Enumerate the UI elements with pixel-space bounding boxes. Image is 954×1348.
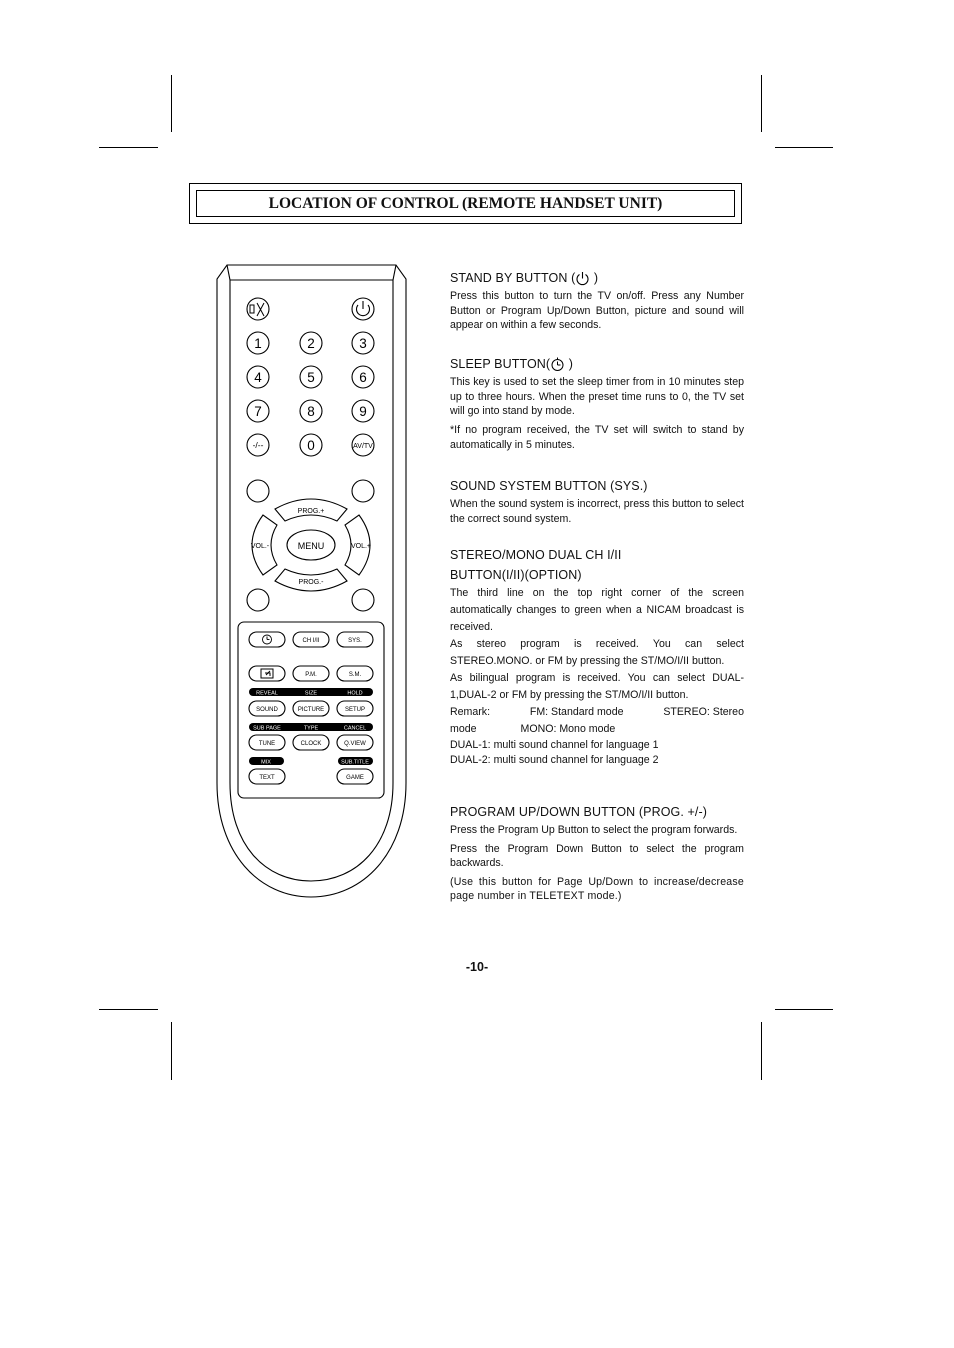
crop-mark xyxy=(761,75,762,132)
crop-mark xyxy=(99,147,158,148)
stereo-heading-line1: STEREO/MONO DUAL CH I/II xyxy=(450,548,622,562)
stereo-p3: As bilingual program is received. You can select DUAL-1,DUAL-2 or FM by pressing the ST/MO/I/II button. xyxy=(450,672,744,701)
subpage-label: SUB PAGE xyxy=(253,725,281,732)
standby-heading: STAND BY BUTTON ( ) xyxy=(450,271,599,285)
tune-button[interactable]: TUNE xyxy=(258,741,276,747)
setup-button[interactable]: SETUP xyxy=(344,707,366,713)
crop-mark xyxy=(99,1009,158,1010)
page-title: LOCATION OF CONTROL (REMOTE HANDSET UNIT) xyxy=(196,190,735,217)
digit-button[interactable]: 5 xyxy=(307,370,315,385)
avtv-button[interactable]: AV/TV xyxy=(353,443,373,450)
game-button[interactable]: GAME xyxy=(346,775,364,781)
stereo-remark-2: mode MONO: Mono mode xyxy=(450,723,616,735)
crop-mark xyxy=(775,147,833,148)
stereo-p1: The third line on the top right corner of the screen automatically changes to green when a NICAM broadcast is received. xyxy=(450,587,744,633)
power-icon xyxy=(575,271,590,286)
title-box xyxy=(189,183,742,224)
cancel-label: CANCEL xyxy=(343,725,367,732)
chi-button[interactable]: CH I/II xyxy=(302,638,320,644)
stereo-p2: As stereo program is received. You can select STEREO.MONO. or FM by pressing the ST/MO/I/II button. xyxy=(450,638,744,667)
text-button[interactable]: TEXT xyxy=(259,775,275,781)
mute-icon xyxy=(250,303,264,316)
menu-button[interactable]: MENU xyxy=(297,541,325,551)
standby-section xyxy=(450,270,744,333)
dash-button[interactable]: -/-- xyxy=(252,440,264,450)
digit-button[interactable]: 6 xyxy=(359,370,367,385)
crop-mark xyxy=(171,1022,172,1080)
qview-button[interactable]: Q.VIEW xyxy=(344,741,366,747)
sleep-note: *If no program received, the TV set will switch to stand by automatically in 5 minutes. xyxy=(450,423,744,451)
crop-mark xyxy=(171,75,172,132)
prog-down-button[interactable]: PROG.- xyxy=(298,579,324,586)
sleep-section xyxy=(450,356,744,452)
program-section xyxy=(450,804,744,904)
sleep-heading: SLEEP BUTTON( ) xyxy=(450,357,574,371)
vol-down-button[interactable]: VOL.- xyxy=(250,543,270,550)
stereo-heading-line2: BUTTON(I/II)(OPTION) xyxy=(450,568,582,582)
remote-illustration xyxy=(215,263,408,903)
digit-button[interactable]: 3 xyxy=(359,336,367,351)
digit-button[interactable]: 8 xyxy=(307,404,315,419)
vol-up-button[interactable]: VOL.+ xyxy=(350,543,372,550)
stereo-section xyxy=(450,545,744,767)
crop-mark xyxy=(761,1022,762,1080)
picture-button[interactable]: PICTURE xyxy=(297,707,325,713)
sleep-icon xyxy=(550,357,565,372)
program-p2: Press the Program Down Button to select the program backwards. xyxy=(450,842,744,870)
crop-mark xyxy=(775,1009,833,1010)
digit-button[interactable]: 4 xyxy=(254,370,262,385)
subtitle-label: SUB.TITLE xyxy=(341,759,369,766)
program-heading: PROGRAM UP/DOWN BUTTON (PROG. +/-) xyxy=(450,805,707,819)
hold-label: HOLD xyxy=(347,690,363,697)
pm-button[interactable]: P.M. xyxy=(305,672,317,678)
program-p3: (Use this button for Page Up/Down to increase/decrease page number in TELETEXT mode.) xyxy=(450,875,744,903)
reveal-label: REVEAL xyxy=(256,690,278,697)
digit-button[interactable]: 1 xyxy=(254,336,262,351)
mix-label: MIX xyxy=(261,759,271,766)
program-p1: Press the Program Up Button to select the program forwards. xyxy=(450,824,738,836)
sleep-icon xyxy=(263,635,272,644)
sound-button[interactable]: SOUND xyxy=(256,707,278,713)
page-number: -10- xyxy=(465,960,489,974)
stereo-dual2: DUAL-2: multi sound channel for language 2 xyxy=(450,753,659,766)
clock-button[interactable]: CLOCK xyxy=(300,741,322,747)
power-icon xyxy=(357,301,370,316)
screen-icon xyxy=(261,669,273,678)
sound-system-section xyxy=(450,478,744,526)
digit-button[interactable]: 2 xyxy=(307,336,315,351)
size-label: SIZE xyxy=(304,690,318,697)
sound-system-body: When the sound system is incorrect, press this button to select the correct sound system. xyxy=(450,498,744,525)
sys-button[interactable]: SYS. xyxy=(348,638,362,644)
sound-system-heading: SOUND SYSTEM BUTTON (SYS.) xyxy=(450,479,648,493)
type-label: TYPE xyxy=(303,725,319,732)
stereo-dual1: DUAL-1: multi sound channel for language 1 xyxy=(450,739,659,751)
prog-up-button[interactable]: PROG.+ xyxy=(297,508,325,515)
sm-button[interactable]: S.M. xyxy=(348,672,362,678)
stereo-remark: Remark: FM: Standard mode STEREO: Stereo xyxy=(450,706,744,718)
sleep-body: This key is used to set the sleep timer from in 10 minutes step up to three hours. When the preset time runs to 0, the TV set will go into stand by mode. xyxy=(450,376,744,418)
standby-body: Press this button to turn the TV on/off. Press any Number Button or Program Up/Down Button, picture and sound will appear on within a few seconds. xyxy=(450,290,744,332)
digit-button[interactable]: 7 xyxy=(254,404,262,419)
digit-button[interactable]: 0 xyxy=(307,438,315,453)
digit-button[interactable]: 9 xyxy=(359,404,367,419)
